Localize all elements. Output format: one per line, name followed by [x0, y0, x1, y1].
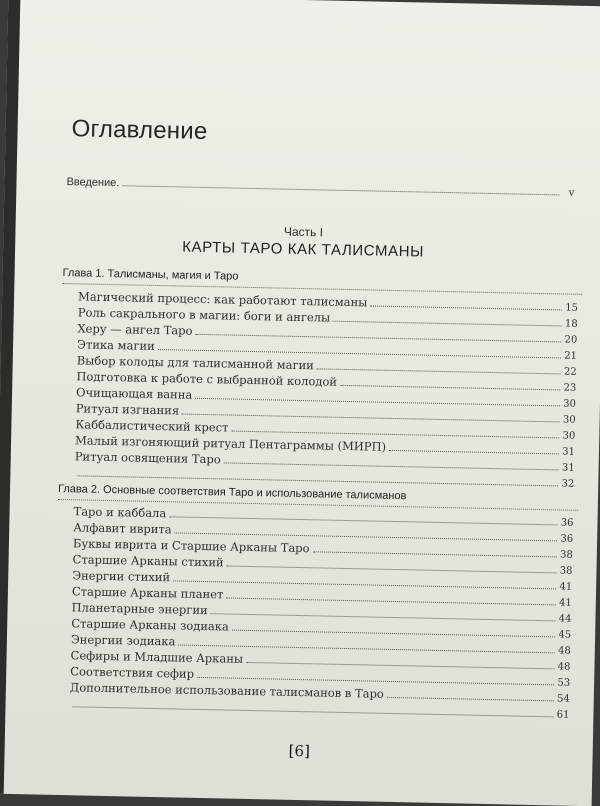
page-number-value: 6: [294, 741, 305, 761]
toc-entry-page: 30: [562, 414, 576, 426]
toc-entry-page: 21: [564, 350, 578, 362]
leader-dots: [389, 450, 559, 455]
toc-intro-page: v: [568, 187, 575, 199]
toc-entry-label: Дополнительное использование талисманов в Таро: [69, 680, 384, 701]
toc-entry-label: Энергии зодиака: [70, 632, 176, 649]
toc-entry-page: 32: [561, 478, 575, 490]
toc-entry-label: Роль сакрального в магии: боги и ангелы: [77, 305, 331, 325]
toc-entry-label: Алфавит иврита: [73, 520, 172, 537]
page-number: [288, 742, 310, 760]
leader-dots: [370, 305, 562, 310]
toc-entry-label: Херу — ангел Таро: [77, 321, 193, 338]
toc-entry-label: Старшие Арканы планет: [71, 584, 224, 602]
toc-entry-page: 20: [564, 334, 578, 346]
chapter-2-label: Глава 2. Основные соответствия Таро и использование талисманов: [57, 482, 407, 503]
toc-entry-page: 38: [559, 549, 573, 561]
toc-entry-page: 30: [562, 430, 576, 442]
toc-entry-page: 41: [558, 597, 572, 609]
toc-entry-label: Планетарные энергии: [71, 600, 208, 618]
page-number-close-bracket: ]: [303, 742, 311, 761]
toc-entry-label: Соответствия сефир: [70, 664, 195, 681]
chapter-1-label: Глава 1. Талисманы, магия и Таро: [62, 267, 239, 283]
toc-entry-page: 36: [560, 517, 574, 529]
toc-entry-label: Ритуал освящения Таро: [74, 449, 221, 467]
toc-row-intro: [66, 173, 574, 199]
toc-entry-label: Старшие Арканы зодиака: [71, 616, 230, 634]
toc-entry-label: Энергии стихий: [72, 568, 171, 585]
toc-entry-page: 31: [561, 462, 575, 474]
toc-entry-page: 53: [557, 677, 571, 689]
toc-entry-page: 15: [565, 302, 579, 314]
page-title: Оглавление: [71, 115, 208, 145]
toc-intro-label: Введение.: [66, 176, 120, 190]
toc-entry-page: 41: [559, 581, 573, 593]
toc-entry-page: 30: [563, 398, 577, 410]
toc-entry-page: 23: [563, 382, 577, 394]
toc-entry-label: Таро и каббала: [73, 504, 167, 521]
leader-dots: [73, 706, 554, 717]
toc-entry-page: 18: [564, 318, 578, 330]
part-title: КАРТЫ ТАРО КАК ТАЛИСМАНЫ: [182, 238, 425, 261]
toc-entry-page: 45: [558, 629, 572, 641]
toc-entry-page: 22: [563, 366, 577, 378]
toc-entry-label: Сефиры и Младшие Арканы: [70, 648, 244, 666]
toc-entry-label: Этика магии: [76, 337, 155, 353]
toc-entry-page: 48: [557, 645, 571, 657]
toc-entry-page: 61: [556, 709, 570, 721]
book-spine-edge: [0, 0, 20, 794]
toc-entry-page: 44: [558, 613, 572, 625]
toc-entry-label: Старшие Арканы стихий: [72, 552, 224, 570]
toc-entry-label: Малый изгоняющий ритуал Пентаграммы (МИРП): [74, 433, 387, 454]
toc-entry-label: Очищающая ванна: [75, 385, 193, 402]
leader-dots: [387, 697, 554, 702]
toc-entry-page: 31: [562, 446, 576, 458]
toc-entry-page: 48: [557, 661, 571, 673]
toc-entry-page: 54: [556, 693, 570, 705]
page-number-open-bracket: [: [288, 741, 295, 760]
toc-entry-label: Подготовка к работе с выбранной колодой: [76, 369, 338, 389]
toc-entry-page: 38: [559, 565, 573, 577]
toc-entry-page: 36: [560, 533, 574, 545]
toc-entry-label: Ритуал изгнания: [75, 401, 180, 418]
chapter-heading: [62, 267, 582, 290]
toc-entry-label: Магический процесс: как работают талисманы: [77, 289, 368, 310]
toc-entry-label: Выбор колоды для талисманной магии: [76, 353, 315, 373]
toc-entry-label: Каббалистический крест: [75, 417, 229, 435]
part-label: Часть I: [283, 224, 324, 240]
toc-entry-label: Буквы иврита и Старшие Арканы Таро: [72, 536, 310, 556]
leader-dots: [122, 185, 559, 195]
